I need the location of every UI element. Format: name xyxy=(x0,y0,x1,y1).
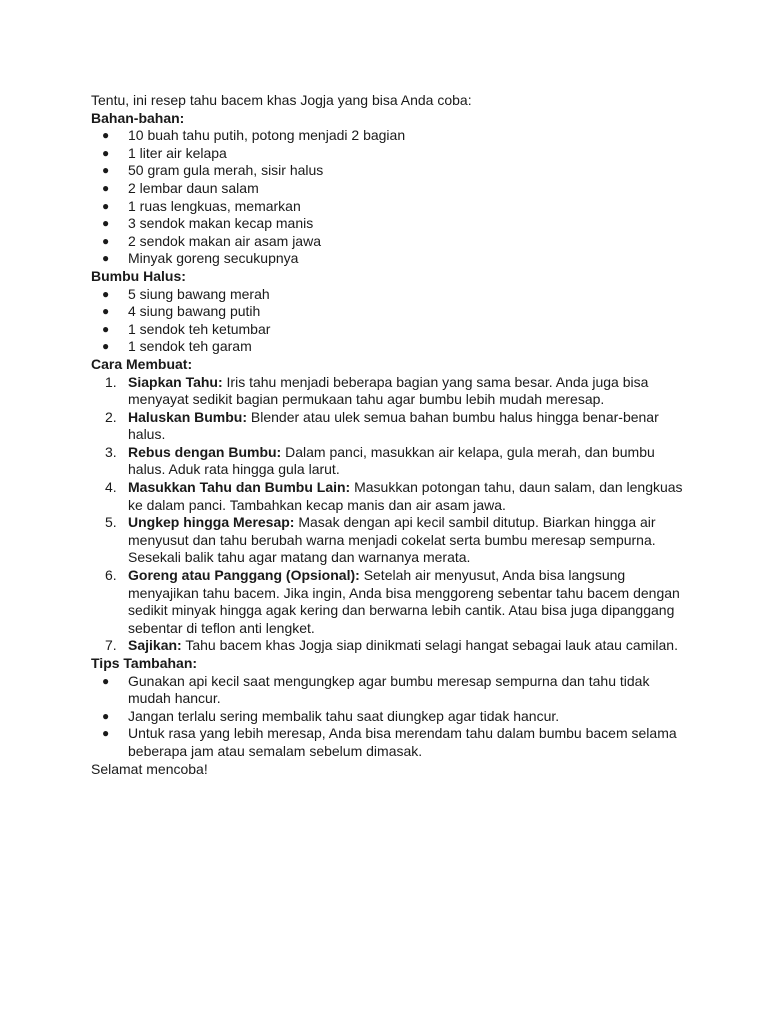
list-item: ● Untuk rasa yang lebih meresap, Anda bisa merendam tahu dalam bumbu bacem selama beberapa jam atau semalam sebelum dimasak. xyxy=(102,725,677,759)
bullet-icon: ● xyxy=(102,163,110,178)
step-number: 6. xyxy=(105,567,117,584)
step-number: 7. xyxy=(105,637,117,654)
steps-heading: Cara Membuat: xyxy=(91,355,193,372)
bullet-icon: ● xyxy=(102,251,110,266)
list-item: ● Minyak goreng secukupnya xyxy=(102,250,299,267)
bullet-icon: ● xyxy=(102,198,110,213)
list-item: ● 1 sendok teh garam xyxy=(102,338,252,355)
step-item xyxy=(91,444,691,479)
ingredients-list xyxy=(91,127,691,268)
bullet-icon: ● xyxy=(102,216,110,231)
step-number: 5. xyxy=(105,514,117,531)
list-item: ● 1 sendok teh ketumbar xyxy=(102,320,271,337)
step-title: Goreng atau Panggang (Opsional): xyxy=(128,567,360,584)
bullet-icon: ● xyxy=(102,339,110,354)
document-page xyxy=(91,92,691,778)
step-text: Masukkan potongan tahu, daun salam, dan lengkuas ke dalam panci. Tambahkan kecap manis dan air asam jawa. xyxy=(128,479,683,513)
step-text: Masak dengan api kecil sambil ditutup. Biarkan hingga air menyusut dan tahu berubah warna menjadi cokelat serta bumbu meresap sempurna. Sesekali balik tahu agar matang dan warnanya merata. xyxy=(128,514,656,566)
tips-heading: Tips Tambahan: xyxy=(91,655,198,671)
step-text: Setelah air menyusut, Anda bisa langsung menyajikan tahu bacem. Jika ingin, Anda bisa menggoreng sebentar tahu bacem dengan sedikit minyak hingga agak kering dan berwarna lebih cantik. Atau bisa juga dipanggang sebentar di teflon anti lengket. xyxy=(128,567,680,636)
list-item: ● Jangan terlalu sering membalik tahu saat diungkep agar tidak hancur. xyxy=(102,707,560,724)
step-item xyxy=(91,479,691,514)
step-number: 1. xyxy=(105,373,117,390)
step-text: Iris tahu menjadi beberapa bagian yang sama besar. Anda juga bisa menyayat sedikit bagian permukaan tahu agar bumbu lebih mudah meresap. xyxy=(128,373,649,408)
spices-list xyxy=(91,286,691,356)
bullet-icon: ● xyxy=(102,145,110,160)
step-text: Blender atau ulek semua bahan bumbu halus hingga benar-benar halus. xyxy=(128,408,659,443)
list-item: ● Gunakan api kecil saat mengungkep agar bumbu meresap sempurna dan tahu tidak mudah hancur. xyxy=(102,672,650,707)
bullet-icon: ● xyxy=(102,673,110,688)
step-item xyxy=(91,637,691,655)
step-item xyxy=(91,374,691,409)
bullet-icon: ● xyxy=(102,128,110,143)
list-item: ● 2 sendok makan air asam jawa xyxy=(102,232,321,249)
step-title: Sajikan: xyxy=(128,637,182,654)
step-title: Ungkep hingga Meresap: xyxy=(128,514,295,531)
tips-list xyxy=(91,673,691,761)
step-item xyxy=(91,567,691,637)
step-number: 2. xyxy=(105,408,117,425)
closing-text: Selamat mencoba! xyxy=(91,760,208,777)
bullet-icon: ● xyxy=(102,286,110,301)
list-item: ● 4 siung bawang putih xyxy=(102,303,261,320)
step-item xyxy=(91,514,691,567)
step-text: Tahu bacem khas Jogja siap dinikmati selagi hangat sebagai lauk atau camilan. xyxy=(185,637,678,654)
spices-heading: Bumbu Halus: xyxy=(91,267,186,284)
step-title: Rebus dengan Bumbu: xyxy=(128,443,282,460)
ingredients-heading: Bahan-bahan: xyxy=(91,109,185,126)
list-item: ● 3 sendok makan kecap manis xyxy=(102,215,314,232)
bullet-icon: ● xyxy=(102,321,110,336)
bullet-icon: ● xyxy=(102,233,110,248)
list-item: ● 1 liter air kelapa xyxy=(102,144,227,161)
list-item: ● 2 lembar daun salam xyxy=(102,179,259,196)
bullet-icon: ● xyxy=(102,726,110,741)
step-text: Dalam panci, masukkan air kelapa, gula merah, dan bumbu halus. Aduk rata hingga gula larut. xyxy=(128,443,655,478)
list-item: ● 50 gram gula merah, sisir halus xyxy=(102,162,324,179)
intro-text: Tentu, ini resep tahu bacem khas Jogja yang bisa Anda coba: xyxy=(91,92,472,108)
list-item: ● 10 buah tahu putih, potong menjadi 2 bagian xyxy=(102,127,406,144)
step-title: Masukkan Tahu dan Bumbu Lain: xyxy=(128,479,351,496)
bullet-icon: ● xyxy=(102,180,110,195)
step-number: 3. xyxy=(105,443,117,460)
list-item: ● 5 siung bawang merah xyxy=(102,285,270,302)
step-item xyxy=(91,409,691,444)
step-title: Haluskan Bumbu: xyxy=(128,408,248,425)
list-item: ● 1 ruas lengkuas, memarkan xyxy=(102,197,301,214)
step-title: Siapkan Tahu: xyxy=(128,373,223,390)
steps-list xyxy=(91,374,691,656)
bullet-icon: ● xyxy=(102,708,110,723)
step-number: 4. xyxy=(105,479,117,496)
bullet-icon: ● xyxy=(102,304,110,319)
